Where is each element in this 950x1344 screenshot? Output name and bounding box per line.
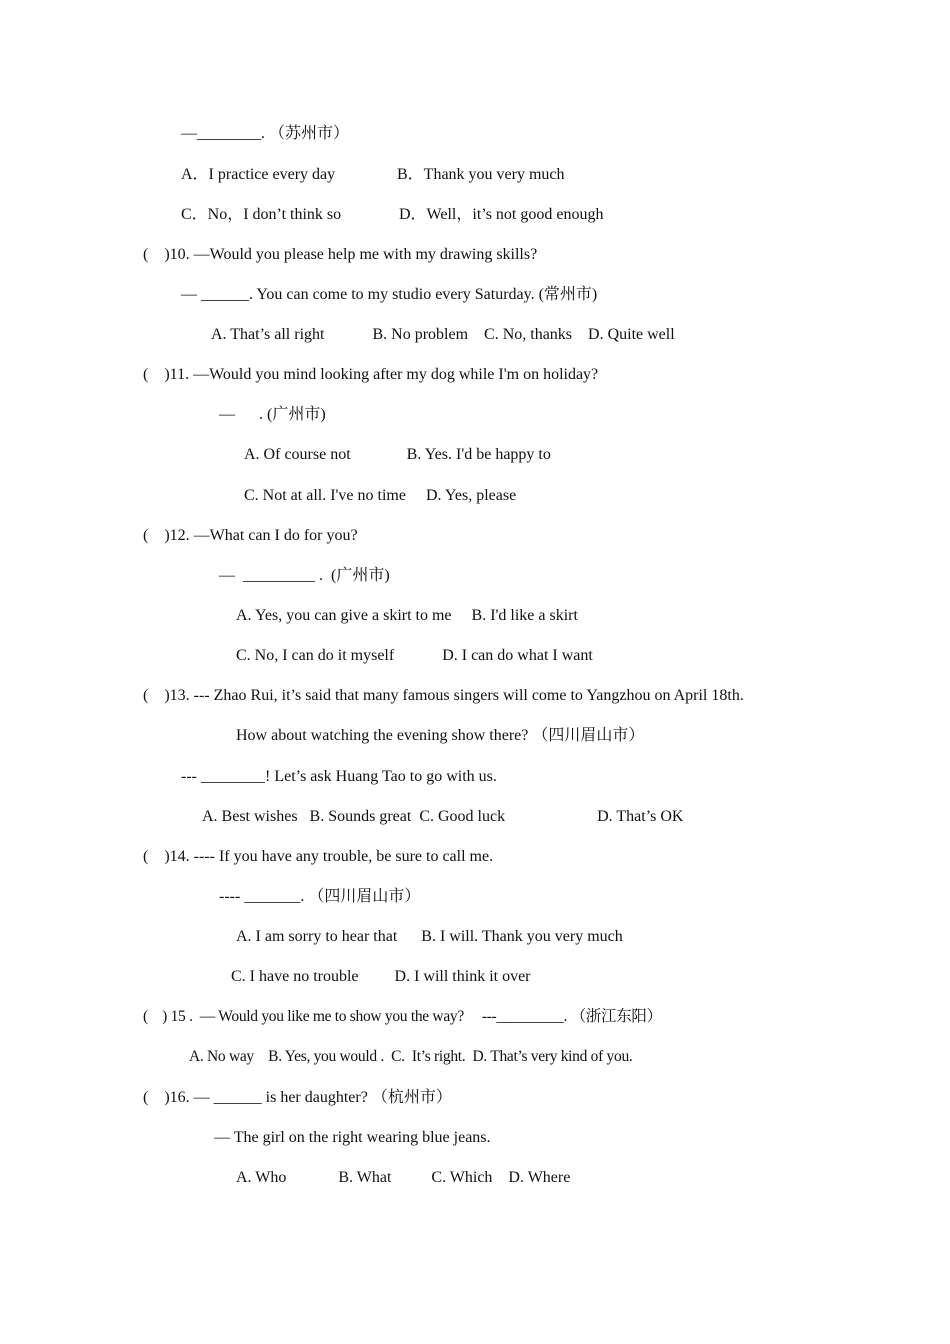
- q14-options-cd: C. I have no trouble D. I will think it over: [231, 968, 531, 985]
- q11-options-cd: C. Not at all. I've no time D. Yes, please: [244, 487, 517, 504]
- q12-question: ( )12. —What can I do for you?: [143, 527, 358, 544]
- q16-options: A. Who B. What C. Which D. Where: [236, 1169, 571, 1186]
- q9-option-c: C．No，I don’t think so: [181, 206, 342, 223]
- q13-question: ( )13. --- Zhao Rui, it’s said that many famous singers will come to Yangzhou on April 18th.: [143, 687, 744, 704]
- q13-options: A. Best wishes B. Sounds great C. Good luck D. That’s OK: [202, 808, 684, 825]
- q14-response: ---- _______. （四川眉山市）: [219, 888, 421, 905]
- q16-question: ( )16. — ______ is her daughter? （杭州市）: [143, 1089, 452, 1106]
- q11-options-ab: A. Of course not B. Yes. I'd be happy to: [244, 446, 551, 463]
- q10-response: — ______. You can come to my studio every Saturday. (常州市): [181, 286, 598, 303]
- q10-question: ( )10. —Would you please help me with my drawing skills?: [143, 246, 538, 263]
- q10-options: A. That’s all right B. No problem C. No, thanks D. Quite well: [211, 326, 675, 343]
- q16-response: — The girl on the right wearing blue jeans.: [214, 1129, 491, 1146]
- q15-options: A. No way B. Yes, you would . C. It’s right. D. That’s very kind of you.: [189, 1048, 633, 1065]
- q12-response: — _________ . (广州市): [219, 567, 390, 584]
- q12-options-ab: A. Yes, you can give a skirt to me B. I'd like a skirt: [236, 607, 578, 624]
- q9-option-a: A．I practice every day: [181, 166, 336, 183]
- q13-question-cont: How about watching the evening show there? （四川眉山市）: [236, 727, 645, 744]
- q11-question: ( )11. —Would you mind looking after my dog while I'm on holiday?: [143, 366, 599, 383]
- q13-response: --- ________! Let’s ask Huang Tao to go with us.: [181, 768, 497, 785]
- q14-question: ( )14. ---- If you have any trouble, be sure to call me.: [143, 848, 494, 865]
- q9-answer-line: —________. （苏州市）: [181, 125, 350, 142]
- q9-option-d: D．Well，it’s not good enough: [399, 206, 604, 223]
- q11-response: — . (广州市): [219, 406, 326, 423]
- q15-question: ( ) 15 . — Would you like me to show you the way? ---_________. （浙江东阳）: [143, 1008, 662, 1025]
- q9-option-b: B．Thank you very much: [397, 166, 565, 183]
- q12-options-cd: C. No, I can do it myself D. I can do what I want: [236, 647, 593, 664]
- q14-options-ab: A. I am sorry to hear that B. I will. Thank you very much: [236, 928, 623, 945]
